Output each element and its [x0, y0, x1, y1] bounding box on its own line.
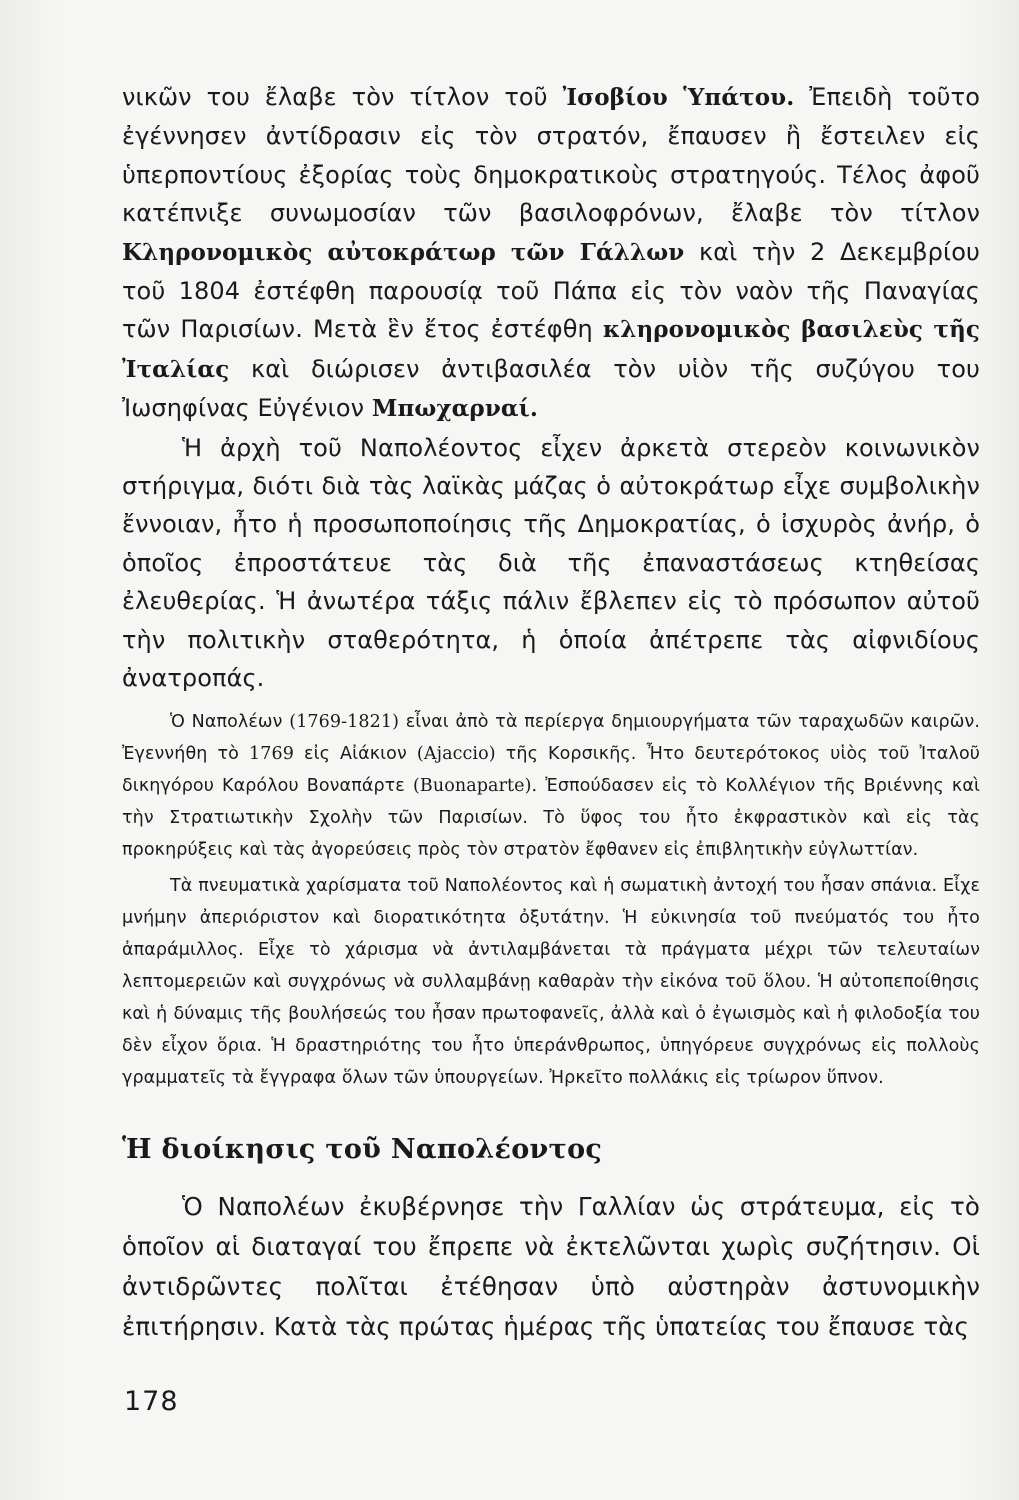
paragraph-1-text: καὶ διώρισεν ἀντιβασιλέα τὸν υἱὸν τῆς συζύγου του Ἰωσηφίνας Εὐγένιον — [122, 354, 980, 423]
page-number: 178 — [124, 1386, 179, 1417]
footnote-1-text: Ἐσπούδασεν εἰς τὸ Κολλέγιον τῆς Βριέννης καὶ τὴν Στρατιωτικὴν Σχολὴν τῶν Παρισίων. Τὸ ὕφος του ἦτο ἐκφραστικὸν καὶ εἰς τὰς προκηρύξεις καὶ τὰς ἀγορεύσεις πρὸς τὸν στρατὸν ἔφθανεν εἰς ἐπιβλητικὴν εὐγλωττίαν. — [122, 775, 980, 860]
bold-term-hereditary-emperor: Κληρονομικὸς αὐτοκράτωρ τῶν Γάλλων — [122, 238, 685, 266]
footnote-1-years: (1769-1821) — [289, 711, 400, 732]
footnote-1-ajaccio: (Ajaccio) — [416, 743, 496, 764]
footnote-1-buonaparte: (Buonaparte). — [412, 775, 538, 796]
footnote-1-text: εἶναι ἀπὸ τὰ περίεργα δημιουργήματα τῶν ταραχωδῶν καιρῶν. Ἐγεννήθη τὸ — [122, 711, 981, 764]
footnote-2: Τὰ πνευματικὰ χαρίσματα τοῦ Ναπολέοντος καὶ ἡ σωματικὴ ἀντοχή του ἦσαν σπάνια. Εἶχε μνήμην ἀπεριόριστον καὶ διορατικότητα ὀξυτάτην. Ἡ εὐκινησία τοῦ πνεύματός του ἦτο ἀπαράμιλλος. Εἶχε τὸ χάρισμα νὰ ἀντιλαμβάνεται τὰ πράγματα μέχρι τῶν τελευταίων λεπτομερειῶν καὶ συγχρόνως νὰ συλλαμβάνῃ καθαρὰν τὴν εἰκόνα τοῦ ὅλου. Ἡ αὐτοπεποίθησις καὶ ἡ δύναμις τῆς βουλήσεώς του ἦσαν πρωτοφανεῖς, ἀλλὰ καὶ ὁ ἐγωισμὸς καὶ ἡ φιλοδοξία του δὲν εἶχον ὅρια. Ἡ δραστηριότης του ἦτο ὑπεράνθρωπος, ὑπηγόρευε συγχρόνως εἰς πολλοὺς γραμματεῖς τὰ ἔγγραφα ὅλων τῶν ὑπουργείων. Ἠρκεῖτο πολλάκις εἰς τρίωρον ὕπνον. — [122, 875, 980, 1088]
footnote-1-text: Ὁ Ναπολέων — [170, 711, 290, 732]
footnote-1-birth-year: 1769 — [249, 743, 294, 764]
footnote-1 — [122, 706, 980, 866]
bold-term-beauharnais: Μπωχαρναί. — [371, 395, 539, 423]
paragraph-1 — [122, 78, 980, 429]
bold-term-life-consul: Ἰσοβίου Ὑπάτου. — [562, 84, 795, 111]
paragraph-3: Ὁ Ναπολέων ἐκυβέρνησε τὴν Γαλλίαν ὡς στράτευμα, εἰς τὸ ὁποῖον αἱ διαταγαί του ἔπρεπε νὰ ἐκτελῶνται χωρὶς συζήτησιν. Οἱ ἀντιδρῶντες πολῖται ἐτέθησαν ὑπὸ αὐστηρὰν ἀστυνομικὴν ἐπιτήρησιν. Κατὰ τὰς πρώτας ἡμέρας τῆς ὑπατείας του ἔπαυσε τὰς — [122, 1191, 980, 1341]
text-column — [122, 78, 980, 1347]
paragraph-1-text: Ἐπειδὴ τοῦτο ἐγέννησεν ἀντίδρασιν εἰς τὸν στρατόν, ἔπαυσεν ἢ ἔστειλεν εἰς ὑπερποντίους ἐξορίας τοὺς δημοκρατικοὺς στρατηγούς. Τέλος ἀφοῦ κατέπνιξε συνωμοσίαν τῶν βασιλοφρόνων, ἔλαβε τὸν τίτλον — [122, 83, 980, 228]
paragraph-1-text: νικῶν του ἔλαβε τὸν τίτλον τοῦ — [122, 83, 563, 111]
footnote-1-text: τῆς Κορσικῆς. Ἦτο δευτερότοκος υἱὸς τοῦ Ἰταλοῦ δικηγόρου Καρόλου Βοναπάρτε — [122, 743, 980, 796]
bold-term-king-of-italy: κληρονομικὸς βασιλεὺς τῆς Ἰταλίας — [122, 316, 980, 383]
paragraph-1-text: καὶ τὴν 2 Δεκεμβρίου τοῦ 1804 ἐστέφθη παρουσίᾳ τοῦ Πάπα εἰς τὸν ναὸν τῆς Παναγίας τῶν Παρισίων. Μετὰ ἓν ἔτος ἐστέφθη — [122, 237, 980, 344]
footnote-1-text: εἰς Αἰάκιον — [293, 743, 417, 764]
paragraph-2: Ἡ ἀρχὴ τοῦ Ναπολέοντος εἶχεν ἀρκετὰ στερεὸν κοινωνικὸν στήριγμα, διότι διὰ τὰς λαϊκὰς μάζας ὁ αὐτοκράτωρ εἶχε συμβολικὴν ἔννοιαν, ἦτο ἡ προσωποποίησις τῆς Δημοκρατίας, ὁ ἰσχυρὸς ἀνήρ, ὁ ὁποῖος ἐπροστάτευε τὰς διὰ τῆς ἐπαναστάσεως κτηθείσας ἐλευθερίας. Ἡ ἀνωτέρα τάξις πάλιν ἔβλεπεν εἰς τὸ πρόσωπον αὐτοῦ τὴν πολιτικὴν σταθερότητα, ἡ ὁποία ἀπέτρεπε τὰς αἰφνιδίους ἀνατροπάς. — [122, 433, 980, 693]
section-heading: Ἡ διοίκησις τοῦ Ναπολέοντος — [122, 1133, 603, 1165]
